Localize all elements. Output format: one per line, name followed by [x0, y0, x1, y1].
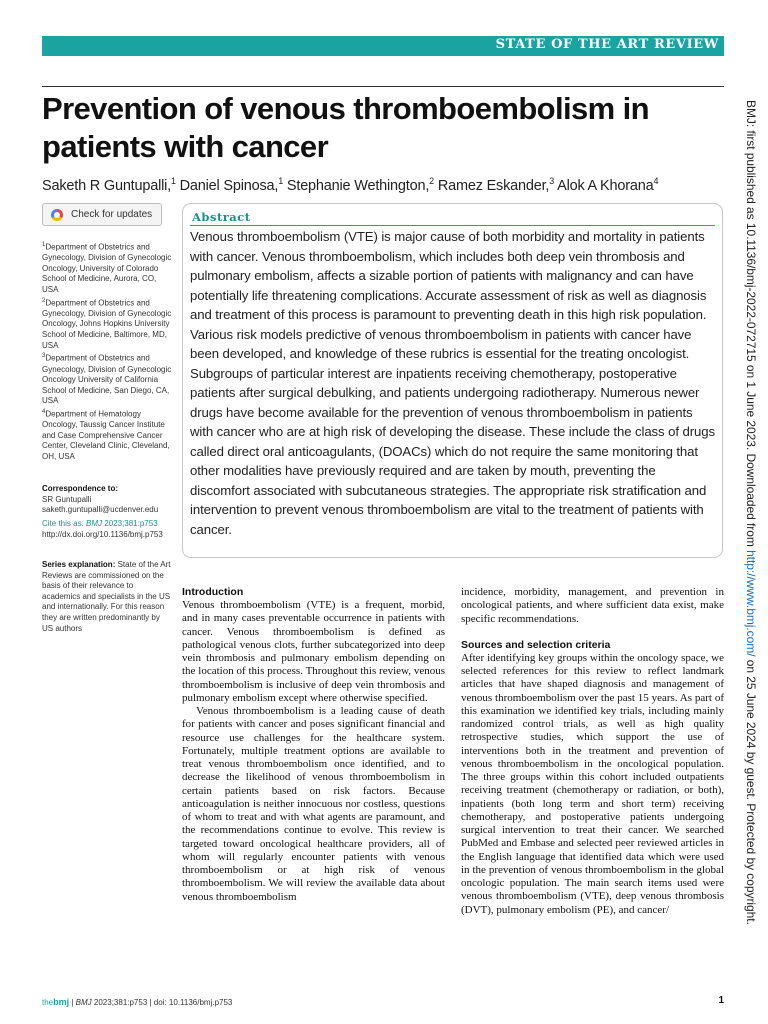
check-for-updates-label: Check for updates — [71, 209, 153, 220]
paragraph: incidence, morbidity, management, and prevention in oncological patients, and where sufficient data exist, make specific recommendations. — [461, 586, 724, 625]
page-footer: thebmj | BMJ 2023;381:p753 | doi: 10.1136/bmj.p753 — [42, 997, 233, 1007]
abstract-text: Venous thromboembolism (VTE) is major cause of both morbidity and mortality in patients with cancer. Venous thromboembolism, which includes both deep vein thrombosis and pulmonary embolism, affects a sizable portion of patients with malignancy and can have potentially life threatening complications. Accurate assessment of risk as well as diagnosis and treatment of this process is paramount to preventing death in this high risk population. Various risk models predictive of venous thromboembolism in patients with cancer have been developed, and knowledge of these rubrics is essential for the treating oncologist. Subgroups of particular interest are inpatients receiving chemotherapy, postoperative patients after surgical debulking, and patients undergoing radiotherapy. Numerous newer drugs have become available for the prevention of venous thromboembolism in patients with cancer who are at high risk of developing the disease. These include the class of drugs called direct oral anticoagulants, (DOACs) which do not require the same monitoring that other modalities have previously required and are taken by mouth, preventing the discomfort associated with subcutaneous strategies. The appropriate risk stratification and intervention to prevent venous thromboembolism are vital to the treatment of patients with cancer. — [190, 229, 715, 537]
correspondence — [42, 484, 172, 516]
author[interactable]: Alok A Khorana$^4$ — [557, 176, 659, 194]
author-list — [42, 176, 732, 194]
cite-doi-link[interactable]: http://dx.doi.org/10.1136/bmj.p753 — [42, 529, 163, 539]
article-title: Prevention of venous thromboembolism in patients with cancer — [42, 91, 649, 164]
body-column-right — [461, 586, 724, 917]
check-for-updates-button[interactable] — [42, 203, 162, 226]
crossmark-icon — [51, 209, 63, 221]
affiliation: $^2$Department of Obstetrics and Gynecology, Division of Gynecologic Oncology, Johns Hopkins University School of Medicine, Baltimore, MD, USA — [42, 297, 172, 350]
page-number: 1 — [718, 995, 724, 1006]
abstract-divider — [190, 225, 715, 226]
footer-journal: BMJ — [75, 998, 92, 1007]
series-explanation — [42, 560, 172, 634]
section-banner — [42, 36, 724, 56]
section-heading-introduction: Introduction — [182, 586, 244, 598]
header-divider — [42, 86, 724, 87]
author[interactable]: Ramez Eskander,$^3$ — [437, 176, 555, 194]
footer-ref: 2023;381:p753 | doi: 10.1136/bmj.p753 — [91, 998, 233, 1007]
paragraph: After identifying key groups within the oncology space, we selected references for this review to reflect landmark articles that have shaped diagnosis and management of venous thromboembolism over the past 15 years. As part of this examination we identified key trials, including mainly randomized control trials, as well as high quality retrospective studies, which support the use of interventions both in the treatment and prevention of venous thromboembolism in the oncological population. The three groups within this cohort included outpatients receiving treatment (chemotherapy or radiation, or both), inpatients (both long term and short term) receiving chemotherapy, and postoperative patients undergoing surgical intervention to treat their cancer. We searched PubMed and Embase and selected peer reviewed articles in the English language that identified data which were used in the prevention of venous thromboembolism in the global oncologic population. The main search items used were venous thromboembolism (VTE), deep venous thrombosis (DVT), pulmonary embolism (PE), and cancer/ — [461, 651, 724, 916]
affiliation: $^1$Department of Obstetrics and Gynecology, Division of Gynecologic Oncology, University of Colorado School of Medicine, Aurora, CO, USA — [42, 242, 172, 295]
logo-bmj: bmj — [53, 997, 70, 1007]
affiliation: $^3$Department of Obstetrics and Gynecology, Division of Gynecologic Oncology University of California School of Medicine, San Diego, CA, USA — [42, 353, 172, 406]
series-text: State of the Art Reviews are commissioned on the basis of their relevance to academics and specialists in the US and internationally. For this reason they are written predominantly by US authors — [42, 560, 171, 633]
cite-journal: BMJ — [86, 519, 103, 528]
affiliations — [42, 240, 172, 463]
abstract-heading: Abstract — [192, 210, 251, 224]
correspondence-name: SR Guntupalli — [42, 494, 92, 504]
correspondence-email[interactable]: saketh.guntupalli@ucdenver.edu — [42, 505, 159, 515]
bmj-site-link[interactable]: http://www.bmj.com/ — [744, 550, 758, 657]
author[interactable]: Saketh R Guntupalli,$^1$ — [42, 176, 176, 194]
copyright-margin-note: BMJ: first published as 10.1136/bmj-2022-072715 on 1 June 2023. Downloaded from http://www.bmj.com/ on 25 June 2024 by guest. Protected by copyright. — [744, 100, 758, 925]
series-label: Series explanation: — [42, 560, 116, 569]
author[interactable]: Stephanie Wethington,$^2$ — [286, 176, 434, 194]
author[interactable]: Daniel Spinosa,$^1$ — [179, 176, 284, 194]
cite-ref: 2023;381:p753 — [104, 519, 158, 528]
section-heading-sources: Sources and selection criteria — [461, 638, 611, 651]
paragraph: Venous thromboembolism (VTE) is a frequent, morbid, and in many cases preventable occurrence in patients with cancer. Venous thromboembolism is defined as pathological venous clots, further subcategorized into deep vein thrombosis and pulmonary embolism depending on the location of this process. Throughout this review, venous thromboembolism is inclusive of deep vein thrombosis and pulmonary embolism except where otherwise specified. — [182, 599, 445, 704]
citation — [42, 519, 172, 540]
section-label: STATE OF THE ART REVIEW — [495, 37, 719, 52]
cite-label: Cite this as: — [42, 519, 84, 528]
logo-the: the — [42, 998, 54, 1007]
body-column-left — [182, 586, 445, 904]
affiliation: $^4$Department of Hematology Oncology, Taussig Cancer Institute and Case Comprehensive Cancer Center, Cleveland Clinic, Cleveland, OH, USA — [42, 408, 170, 461]
correspondence-label: Correspondence to: — [42, 484, 119, 493]
paragraph: Venous thromboembolism is a leading cause of death for patients with cancer and poses significant financial and resource use challenges for the healthcare system. Fortunately, multiple treatment options are available to treat venous thromboembolism once identified, and to decrease the likelihood of venous thromboembolism in certain patients based on risk factors. Because anticoagulation is neither innocuous nor costless, questions of whom to treat and with what agents are paramount, and the recommendations continue to evolve. This review is targeted toward oncological healthcare providers, all of whom will regularly encounter patients with venous thromboembolism or at high risk of venous thromboembolism. We will review the available data about venous thromboembolism — [182, 705, 445, 903]
